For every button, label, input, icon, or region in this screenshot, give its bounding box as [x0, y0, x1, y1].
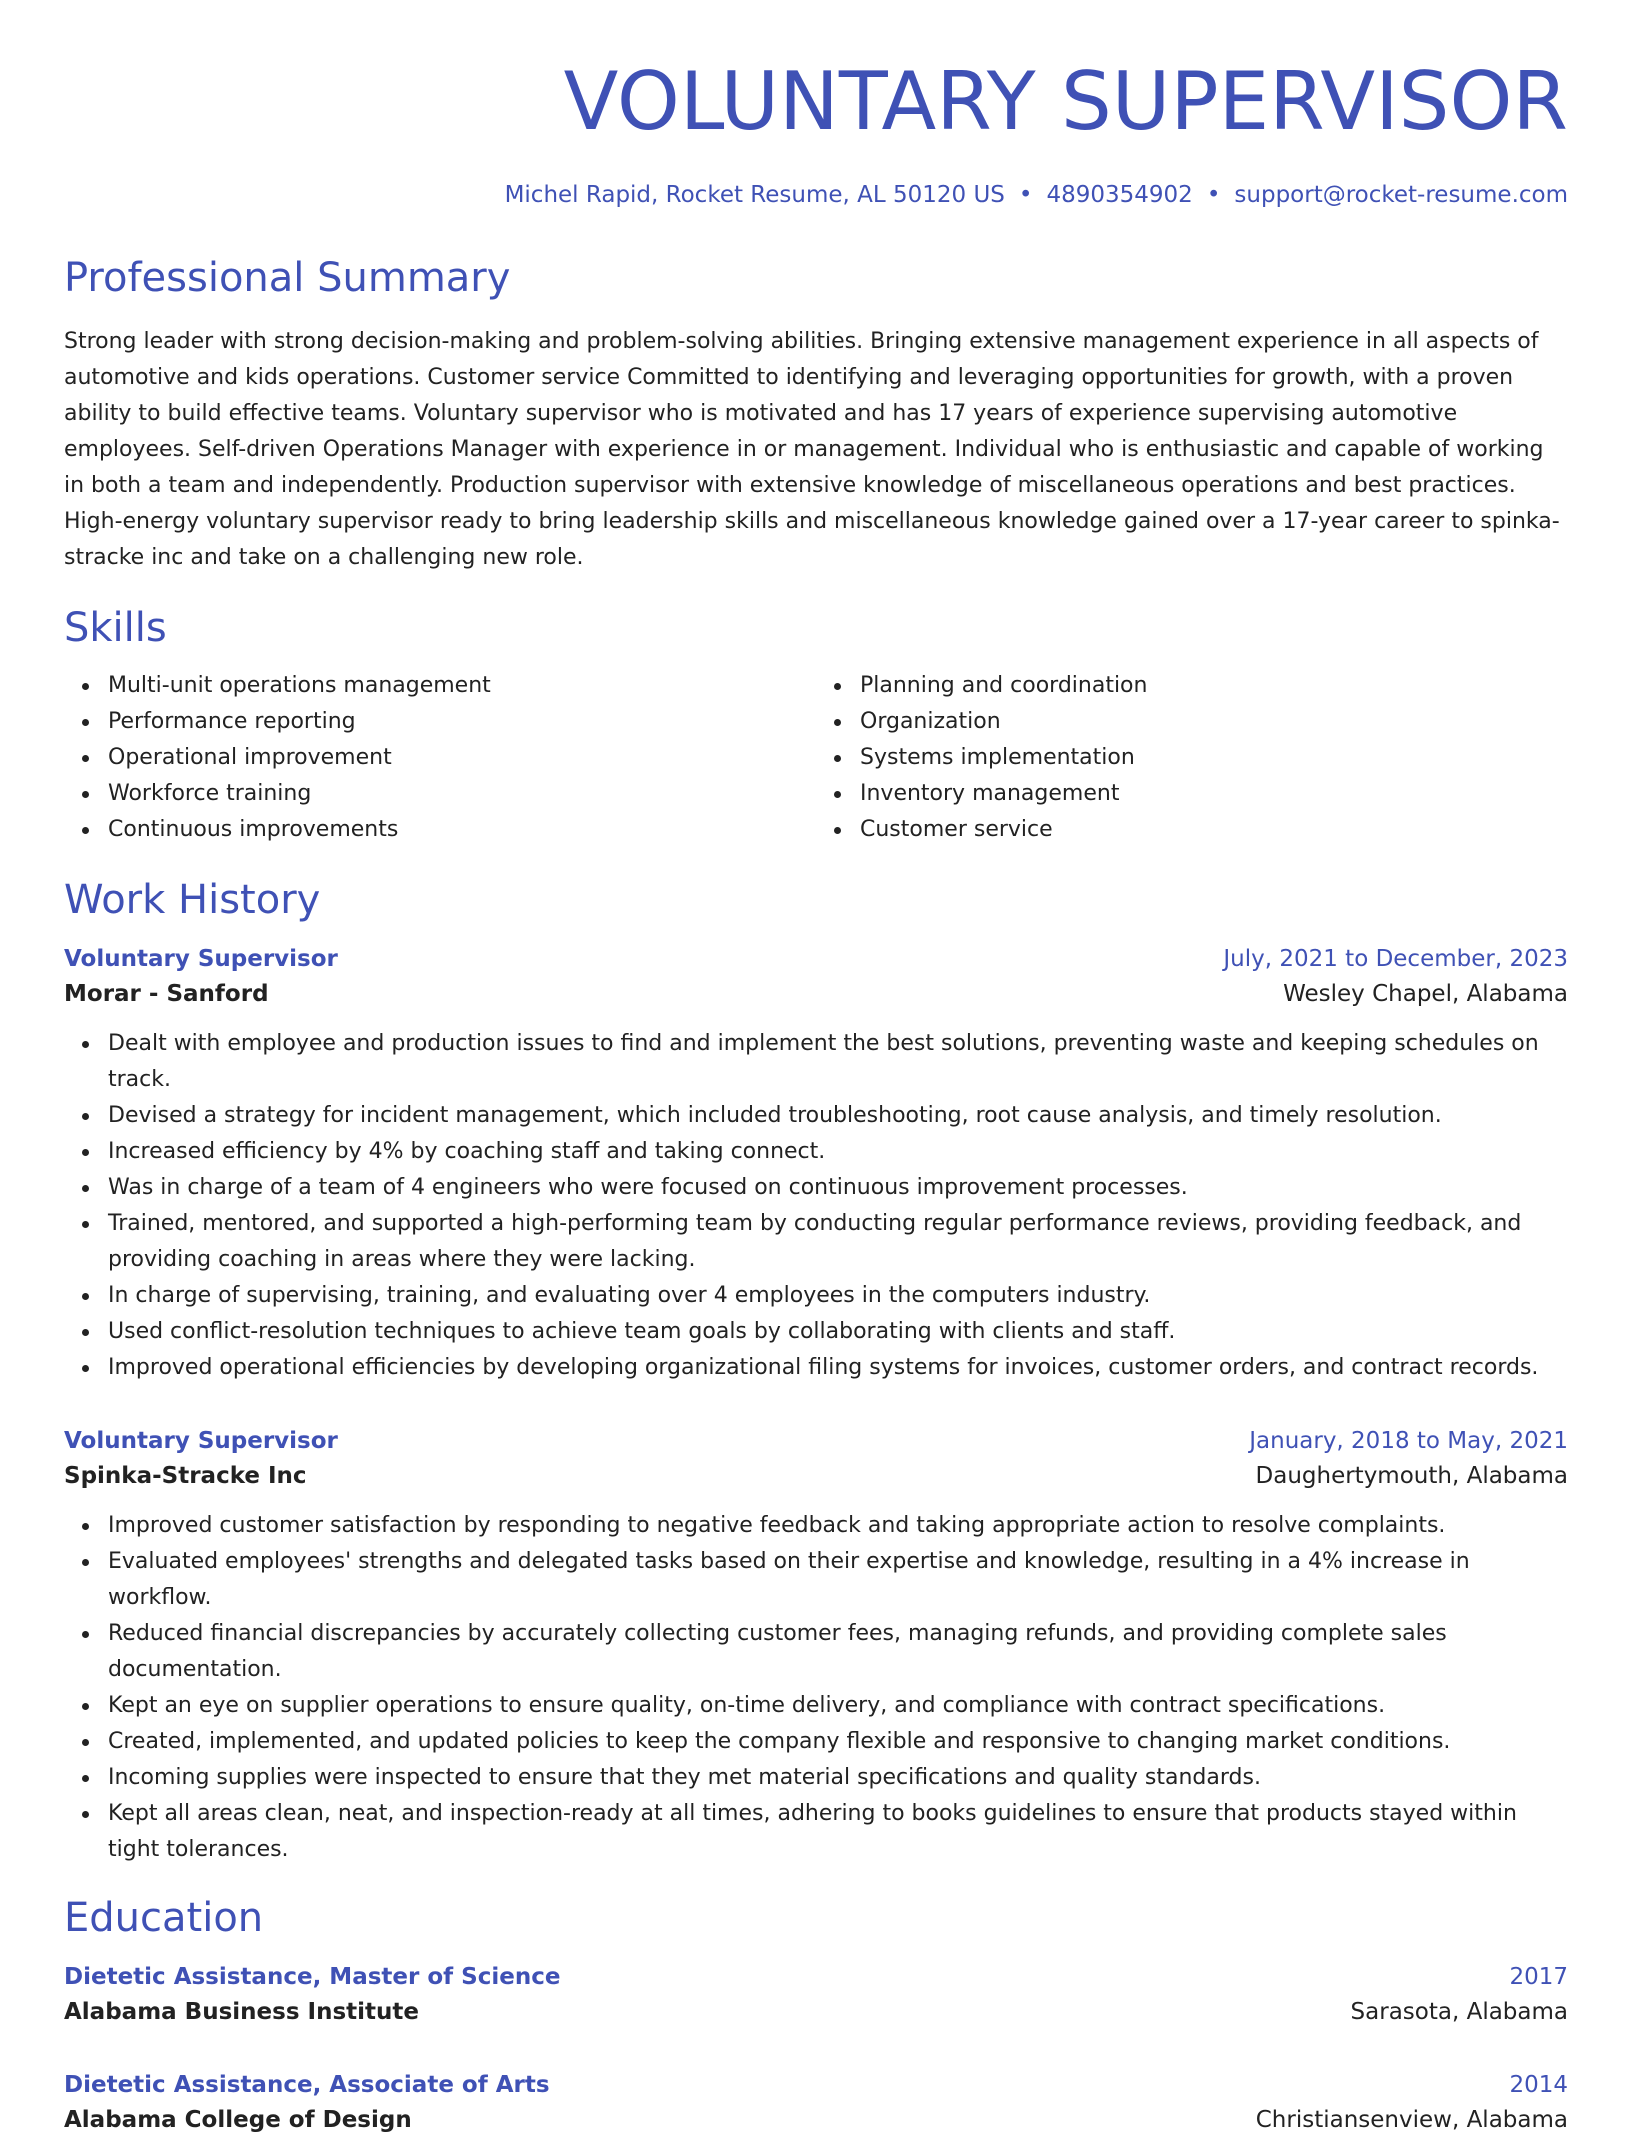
education-section — [64, 1892, 1568, 2138]
job-entry — [64, 1424, 1568, 1868]
skill-item: Operational improvement — [108, 740, 816, 776]
job-location: Wesley Chapel, Alabama — [1283, 981, 1568, 1007]
skill-item: Planning and coordination — [860, 668, 1568, 704]
summary-text: Strong leader with strong decision-making and problem-solving abilities. Bringing extensive management experience in all aspects of automotive and kids operations. Customer service Committed to identifying and leveraging opportunities for growth, with a proven ability to build effective teams. Voluntary supervisor who is motivated and has 17 years of experience supervising automotive employees. Self-driven Operations Manager with experience in or management. Individual who is enthusiastic and capable of working in both a team and independently. Production supervisor with extensive knowledge of miscellaneous operations and best practices. High-energy voluntary supervisor ready to bring leadership skills and miscellaneous knowledge gained over a 17-year career to spinka-stracke inc and take on a challenging new role. — [64, 329, 1560, 570]
skill-item: Inventory management — [860, 776, 1568, 812]
skills-right-column — [816, 668, 1568, 848]
job-bullet: Devised a strategy for incident management, which included troubleshooting, root cause analysis, and timely resolution. — [108, 1098, 1568, 1134]
job-bullet: Trained, mentored, and supported a high-performing team by conducting regular performance reviews, providing feedback, and providing coaching in areas where they were lacking. — [108, 1206, 1568, 1278]
job-location: Daughertymouth, Alabama — [1255, 1463, 1568, 1489]
skill-item: Continuous improvements — [108, 812, 816, 848]
job-title: Voluntary Supervisor — [64, 946, 338, 972]
contact-line — [64, 180, 1568, 210]
skill-item: Performance reporting — [108, 704, 816, 740]
contact-address: Michel Rapid, Rocket Resume, AL 50120 US — [504, 182, 1005, 208]
section-title-summary: Professional Summary — [64, 255, 511, 301]
education-year: 2017 — [1509, 1964, 1568, 1990]
education-school-row — [64, 1994, 1568, 2030]
education-degree: Dietetic Assistance, Master of Science — [64, 1964, 561, 1990]
job-company-row — [64, 1458, 1568, 1494]
job-header-row — [64, 1424, 1568, 1458]
skill-item: Systems implementation — [860, 740, 1568, 776]
section-title-education: Education — [64, 1895, 264, 1941]
job-bullet: Kept an eye on supplier operations to ensure quality, on-time delivery, and compliance with contract specifications. — [108, 1688, 1568, 1724]
education-header-row — [64, 2068, 1568, 2102]
job-company: Morar - Sanford — [64, 981, 269, 1007]
job-bullet: Improved customer satisfaction by responding to negative feedback and taking appropriate action to resolve complaints. — [108, 1508, 1568, 1544]
skill-item: Multi-unit operations management — [108, 668, 816, 704]
job-bullet: Increased efficiency by 4% by coaching staff and taking connect. — [108, 1134, 1568, 1170]
education-header-row — [64, 1960, 1568, 1994]
skills-left-column — [64, 668, 816, 848]
education-location: Sarasota, Alabama — [1350, 1999, 1568, 2025]
job-bullet: Was in charge of a team of 4 engineers who were focused on continuous improvement processes. — [108, 1170, 1568, 1206]
job-bullets — [64, 1508, 1568, 1868]
education-school-row — [64, 2102, 1568, 2138]
job-bullet: Dealt with employee and production issues to find and implement the best solutions, preventing waste and keeping schedules on track. — [108, 1026, 1568, 1098]
job-dates: July, 2021 to December, 2023 — [1223, 946, 1568, 972]
contact-separator: • — [1206, 182, 1221, 208]
job-bullet: Created, implemented, and updated policies to keep the company flexible and responsive to changing market conditions. — [108, 1724, 1568, 1760]
job-entry — [64, 942, 1568, 1386]
job-bullet: Kept all areas clean, neat, and inspection-ready at all times, adhering to books guidelines to ensure that products stayed within tight tolerances. — [108, 1796, 1568, 1868]
job-title: Voluntary Supervisor — [64, 1428, 338, 1454]
job-header-row — [64, 942, 1568, 976]
resume-header — [64, 0, 1568, 210]
skill-item: Organization — [860, 704, 1568, 740]
summary-section — [64, 252, 1568, 576]
skills-columns — [64, 668, 1568, 848]
job-bullet: Incoming supplies were inspected to ensure that they met material specifications and quality standards. — [108, 1760, 1568, 1796]
education-year: 2014 — [1509, 2072, 1568, 2098]
job-bullet: Reduced financial discrepancies by accurately collecting customer fees, managing refunds, and providing complete sales documentation. — [108, 1616, 1568, 1688]
education-school: Alabama Business Institute — [64, 1999, 419, 2025]
job-company-row — [64, 976, 1568, 1012]
job-dates: January, 2018 to May, 2021 — [1249, 1428, 1568, 1454]
education-degree: Dietetic Assistance, Associate of Arts — [64, 2072, 550, 2098]
contact-phone[interactable]: 4890354902 — [1046, 182, 1193, 208]
job-bullets — [64, 1026, 1568, 1386]
candidate-title: VOLUNTARY SUPERVISOR — [563, 55, 1568, 148]
skills-section — [64, 602, 1568, 848]
contact-email[interactable]: support@rocket-resume.com — [1234, 182, 1568, 208]
job-bullet: Evaluated employees' strengths and delegated tasks based on their expertise and knowledge, resulting in a 4% increase in workflow. — [108, 1544, 1568, 1616]
section-title-skills: Skills — [64, 605, 167, 651]
job-bullet: In charge of supervising, training, and evaluating over 4 employees in the computers industry. — [108, 1278, 1568, 1314]
contact-separator: • — [1018, 182, 1033, 208]
job-bullet: Improved operational efficiencies by developing organizational filing systems for invoices, customer orders, and contract records. — [108, 1350, 1568, 1386]
job-company: Spinka-Stracke Inc — [64, 1463, 307, 1489]
section-title-work: Work History — [64, 877, 321, 923]
skill-item: Workforce training — [108, 776, 816, 812]
work-history-section — [64, 874, 1568, 1868]
skill-item: Customer service — [860, 812, 1568, 848]
education-entry — [64, 1960, 1568, 2030]
education-location: Christiansenview, Alabama — [1255, 2107, 1568, 2133]
education-entry — [64, 2068, 1568, 2138]
education-school: Alabama College of Design — [64, 2107, 412, 2133]
job-bullet: Used conflict-resolution techniques to achieve team goals by collaborating with clients and staff. — [108, 1314, 1568, 1350]
